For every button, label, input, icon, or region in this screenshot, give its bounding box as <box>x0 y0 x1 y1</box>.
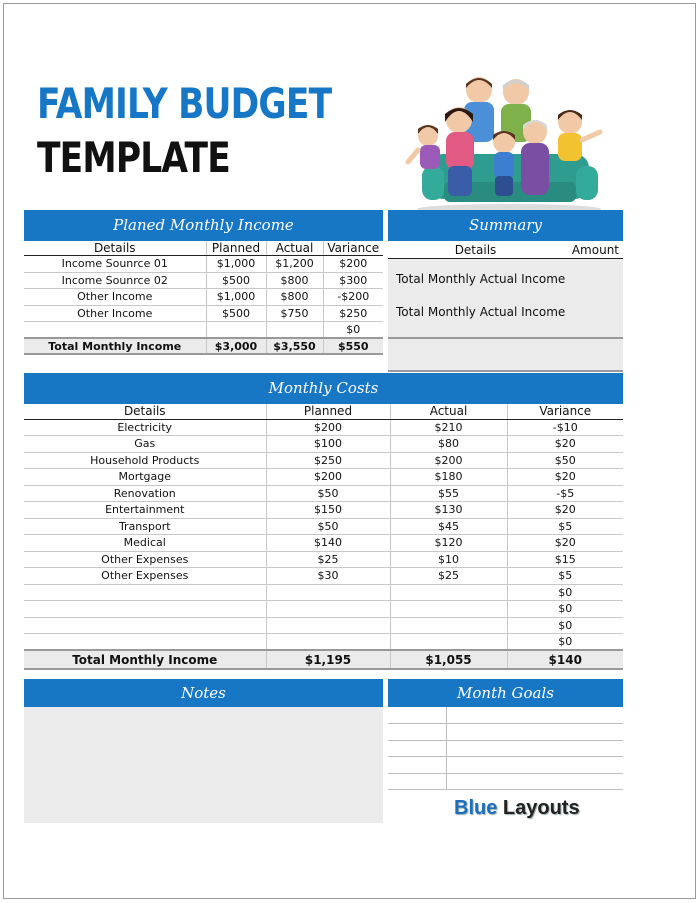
cell <box>24 601 266 618</box>
costs-table <box>24 404 623 670</box>
costs-section <box>24 373 623 670</box>
cell <box>266 322 323 339</box>
cell: $25 <box>390 568 507 585</box>
cell: $1,000 <box>206 256 266 273</box>
cell <box>390 634 507 651</box>
cell <box>390 584 507 601</box>
table-row[interactable] <box>388 724 623 741</box>
table-row <box>24 568 623 585</box>
cell: $140 <box>266 535 390 552</box>
summary-row-2: Total Monthly Actual Income <box>396 305 566 319</box>
costs-header-row <box>24 404 623 419</box>
cell: $20 <box>507 469 623 486</box>
cell: $750 <box>266 305 323 322</box>
cell: $1,000 <box>206 289 266 306</box>
summary-footer <box>388 339 623 372</box>
cell <box>24 322 206 339</box>
table-row <box>24 634 623 651</box>
table-row <box>24 601 623 618</box>
cell: $30 <box>266 568 390 585</box>
cell: $50 <box>266 485 390 502</box>
cell: $800 <box>266 272 323 289</box>
notes-section <box>24 679 383 823</box>
col-actual: Actual <box>266 241 323 256</box>
table-row <box>24 485 623 502</box>
col-variance: Variance <box>323 241 383 256</box>
cell: $150 <box>266 502 390 519</box>
cell: Mortgage <box>24 469 266 486</box>
cell <box>266 617 390 634</box>
cell <box>390 617 507 634</box>
cell: $0 <box>507 634 623 651</box>
table-row <box>24 502 623 519</box>
logo-word-1: Blue <box>454 797 498 819</box>
cell: $25 <box>266 551 390 568</box>
goals-table <box>388 707 623 790</box>
cell: $5 <box>507 568 623 585</box>
table-row <box>24 256 383 273</box>
cell: $20 <box>507 535 623 552</box>
table-row[interactable] <box>388 773 623 790</box>
income-section <box>24 210 383 355</box>
total-planned: $1,195 <box>266 650 390 669</box>
summary-section <box>388 210 623 372</box>
cell: Other Expenses <box>24 551 266 568</box>
table-row <box>24 289 383 306</box>
cell: $100 <box>266 436 390 453</box>
table-row <box>24 305 383 322</box>
goals-section <box>388 679 623 790</box>
cell: $200 <box>323 256 383 273</box>
table-row[interactable] <box>388 757 623 774</box>
summary-header-row <box>388 241 623 259</box>
cell: $15 <box>507 551 623 568</box>
cell: $80 <box>390 436 507 453</box>
table-row <box>24 272 383 289</box>
cell: $210 <box>390 419 507 436</box>
total-planned: $3,000 <box>206 338 266 354</box>
cell: $10 <box>390 551 507 568</box>
cell <box>24 617 266 634</box>
cell: Electricity <box>24 419 266 436</box>
income-total-row <box>24 338 383 354</box>
cell: $130 <box>390 502 507 519</box>
table-row <box>24 469 623 486</box>
cell: Medical <box>24 535 266 552</box>
table-row <box>24 452 623 469</box>
col-details: Details <box>24 241 206 256</box>
cell: Income Sounrce 01 <box>24 256 206 273</box>
income-header: Planed Monthly Income <box>24 210 383 241</box>
cell: $800 <box>266 289 323 306</box>
cell: Renovation <box>24 485 266 502</box>
table-row <box>24 518 623 535</box>
cell <box>24 634 266 651</box>
table-row <box>24 436 623 453</box>
cell: Other Income <box>24 289 206 306</box>
col-variance: Variance <box>507 404 623 419</box>
costs-total-row <box>24 650 623 669</box>
table-row <box>24 419 623 436</box>
cell: $0 <box>507 617 623 634</box>
cell: $55 <box>390 485 507 502</box>
budget-page <box>3 3 696 899</box>
cell: $0 <box>323 322 383 339</box>
total-label: Total Monthly Income <box>24 338 206 354</box>
cell: Household Products <box>24 452 266 469</box>
cell: $0 <box>507 601 623 618</box>
cell: Other Income <box>24 305 206 322</box>
table-row[interactable] <box>388 707 623 724</box>
total-actual: $3,550 <box>266 338 323 354</box>
cell: $200 <box>266 469 390 486</box>
col-planned: Planned <box>206 241 266 256</box>
cell: $250 <box>266 452 390 469</box>
summary-col-amount: Amount <box>571 243 619 257</box>
cell: $200 <box>390 452 507 469</box>
cell <box>266 634 390 651</box>
cell: $50 <box>266 518 390 535</box>
summary-body <box>388 259 623 339</box>
cell: $20 <box>507 502 623 519</box>
cell: $250 <box>323 305 383 322</box>
summary-header: Summary <box>388 210 623 241</box>
table-row <box>24 551 623 568</box>
total-label: Total Monthly Income <box>24 650 266 669</box>
notes-area[interactable] <box>24 707 383 823</box>
cell: $200 <box>266 419 390 436</box>
total-variance: $140 <box>507 650 623 669</box>
col-actual: Actual <box>390 404 507 419</box>
cell: $120 <box>390 535 507 552</box>
cell: -$5 <box>507 485 623 502</box>
cell: -$200 <box>323 289 383 306</box>
cell <box>266 601 390 618</box>
table-row <box>24 322 383 339</box>
income-table <box>24 241 383 355</box>
col-details: Details <box>24 404 266 419</box>
title-line-1: FAMILY BUDGET <box>37 79 332 128</box>
income-header-row <box>24 241 383 256</box>
col-planned: Planned <box>266 404 390 419</box>
total-actual: $1,055 <box>390 650 507 669</box>
cell <box>390 601 507 618</box>
table-row <box>24 535 623 552</box>
logo-word-2: Layouts <box>502 797 580 819</box>
cell <box>24 584 266 601</box>
cell: $0 <box>507 584 623 601</box>
family-illustration <box>404 74 609 214</box>
notes-header: Notes <box>24 679 383 707</box>
cell: $5 <box>507 518 623 535</box>
cell: $45 <box>390 518 507 535</box>
table-row <box>24 617 623 634</box>
table-row <box>24 584 623 601</box>
summary-row-1: Total Monthly Actual Income <box>396 272 566 286</box>
cell: $1,200 <box>266 256 323 273</box>
cell: Income Sounrce 02 <box>24 272 206 289</box>
total-variance: $550 <box>323 338 383 354</box>
cell: $500 <box>206 305 266 322</box>
cell: $50 <box>507 452 623 469</box>
cell: $20 <box>507 436 623 453</box>
cell: $300 <box>323 272 383 289</box>
costs-header: Monthly Costs <box>24 373 623 404</box>
cell <box>206 322 266 339</box>
cell: Other Expenses <box>24 568 266 585</box>
title-line-2: TEMPLATE <box>37 133 230 182</box>
cell: Transport <box>24 518 266 535</box>
cell: -$10 <box>507 419 623 436</box>
cell: Gas <box>24 436 266 453</box>
cell: $180 <box>390 469 507 486</box>
cell: Entertainment <box>24 502 266 519</box>
summary-col-details: Details <box>454 243 497 257</box>
cell <box>266 584 390 601</box>
table-row[interactable] <box>388 740 623 757</box>
blue-layouts-logo <box>454 797 580 820</box>
goals-header: Month Goals <box>388 679 623 707</box>
cell: $500 <box>206 272 266 289</box>
